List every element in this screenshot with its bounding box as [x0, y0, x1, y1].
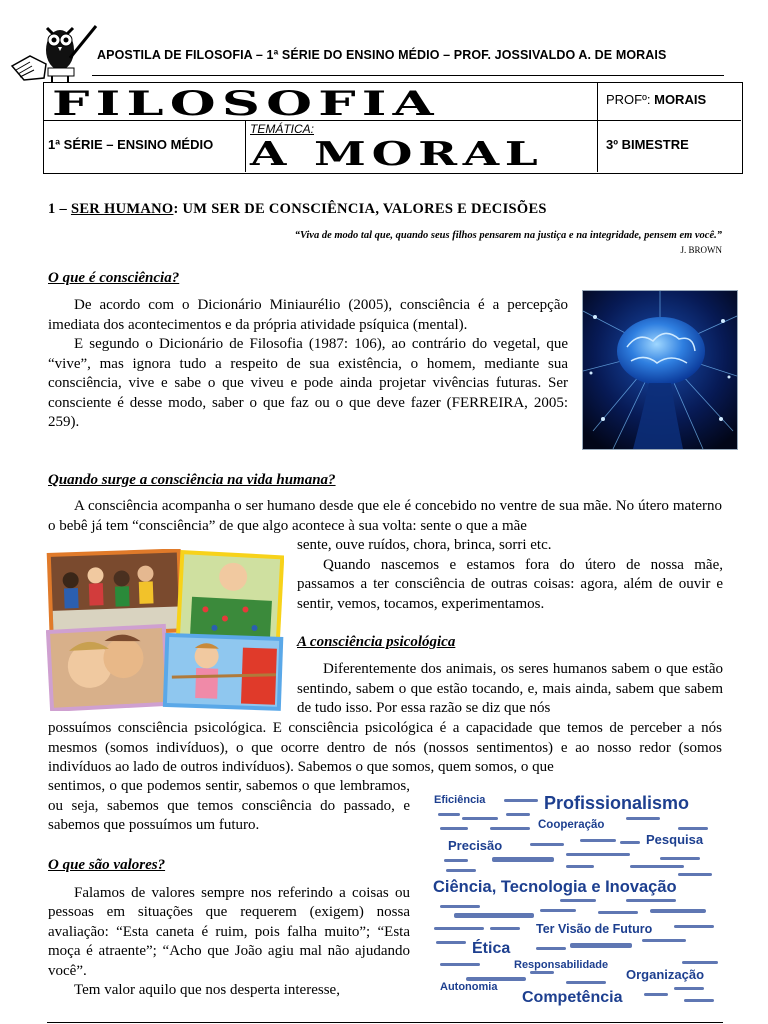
paragraph-philosophy-dictionary: E segundo o Dicionário de Filosofia (1987: 106), ao contrário do vegetal, que “vive”, mas ignora tudo a respeito de sua existência, o homem, mediante sua consciência, vive e sabe o que viveu e pode ainda projetar vivências futuras. Ser consciente é desse modo, saber o que faz ou o que deve fazer (FERREIRA, 2005: 259).	[48, 336, 568, 430]
prof-cell	[598, 83, 741, 121]
paragraph-psicologica-end: sentimos, o que podemos sentir, sabemos o que lembramos, ou seja, sabemos que temos consciência do passado, e sabemos que possuímos um futuro.	[48, 778, 410, 833]
values-word-cloud-image	[430, 787, 726, 1009]
header-text: APOSTILA DE FILOSOFIA – 1ª SÉRIE DO ENSINO MÉDIO – PROF. JOSSIVALDO A. DE MORAIS	[97, 48, 667, 62]
paragraph-nascemos: Quando nascemos e estamos fora do útero de nossa mãe, passamos a ter consciência de outras coisas: agora, além de ouvir e sentir, vemos, tocamos, experimentamos.	[297, 556, 723, 612]
text-block-3	[297, 536, 723, 719]
paragraph-psicologica: Diferentemente dos animais, os seres humanos sabem o que estão sentindo, sabem o que estão tocando, e, mais ainda, sabem que sabem de tudo isso. Por essa razão se diz que nós	[297, 661, 723, 716]
heading-psicologica: A consciência psicológica	[297, 634, 456, 650]
text-block-1	[48, 296, 568, 433]
prof-label: PROFº:	[606, 92, 651, 107]
section-title	[48, 201, 547, 218]
paragraph-valor-interesse: Tem valor aquilo que nos desperta interesse,	[74, 982, 340, 998]
subject-cell	[44, 83, 598, 124]
children-collage-image	[46, 549, 284, 711]
cloud-word: Responsabilidade	[514, 959, 609, 971]
section-underlined: SER HUMANO	[70, 201, 174, 217]
cloud-word: Eficiência	[434, 794, 486, 806]
heading-valores: O que são valores?	[48, 856, 166, 873]
section-prefix: 1 –	[48, 201, 71, 217]
paragraph-utero: A consciência acompanha o ser humano desde que ele é concebido no ventre de sua mãe. No útero materno o bebê já tem “consciência” de que algo acontece à sua volta: sente o que a mãe	[48, 498, 722, 534]
epigraph-quote: “Viva de modo tal que, quando seus filhos pensarem na justiça e na integridade, pensem em você.”	[294, 230, 722, 241]
paragraph-utero-end: sente, ouve ruídos, chora, brinca, sorri etc.	[297, 537, 552, 553]
owl-logo-icon	[8, 20, 100, 82]
cloud-word-big: Competência	[522, 989, 623, 1006]
cloud-word: Organização	[626, 967, 705, 982]
theme-cell	[246, 121, 598, 172]
cloud-word-big: Profissionalismo	[544, 793, 690, 813]
prof-name: MORAIS	[654, 92, 707, 107]
paragraph-definition: De acordo com o Dicionário Miniaurélio (2005), consciência é a percepção imediata dos acontecimentos e da própria atividade psíquica (mental).	[48, 297, 568, 333]
theme-label: TEMÁTICA:	[250, 122, 315, 136]
heading-consciencia: O que é consciência?	[48, 270, 180, 286]
term-label: 3º BIMESTRE	[606, 137, 689, 152]
term-cell	[598, 121, 741, 172]
text-block-2	[48, 497, 722, 536]
paragraph-psicologica-cont: possuímos consciência psicológica. E consciência psicológica é a capacidade que temos de perceber a nós mesmos (somos indivíduos), o que ocorre dentro de nós (nossos sentimentos) e ao nosso redor (somos indivíduos ao lado de outros indivíduos). Sabemos o que somos, quem somos, o que	[48, 720, 722, 775]
cloud-word: Precisão	[448, 838, 503, 853]
cloud-word-big: Ciência, Tecnologia e Inovação	[433, 878, 677, 896]
grade-cell	[44, 121, 246, 172]
section-rest: : UM SER DE CONSCIÊNCIA, VALORES E DECISÕES	[173, 201, 547, 217]
brain-image	[582, 290, 738, 450]
grade-label: 1ª SÉRIE – ENSINO MÉDIO	[48, 137, 214, 152]
text-block-4	[48, 719, 722, 778]
cloud-word: Cooperação	[538, 819, 605, 831]
cloud-word: Autonomia	[440, 981, 498, 993]
theme-title: A MORAL	[250, 134, 544, 173]
epigraph-author: J. BROWN	[680, 245, 722, 255]
title-table	[43, 82, 743, 174]
heading-quando-surge: Quando surge a consciência na vida humana?	[48, 472, 336, 488]
paragraph-valores: Falamos de valores sempre nos referindo a coisas ou pessoas em situações que requerem (exigem) nossa avaliação: “Esta caneta é ruim, pois falha muito”; “Esta moça é atraente”; “Acho que João agiu mal não ajudando você”.	[48, 884, 410, 979]
cloud-word: Ter Visão de Futuro	[536, 922, 653, 936]
subject-title: FILOSOFIA	[52, 84, 440, 124]
cloud-word: Pesquisa	[646, 832, 704, 847]
cloud-word: Ética	[472, 940, 511, 957]
footer-rule	[47, 1022, 723, 1023]
header-rule	[92, 75, 724, 76]
text-block-5	[48, 777, 410, 1001]
